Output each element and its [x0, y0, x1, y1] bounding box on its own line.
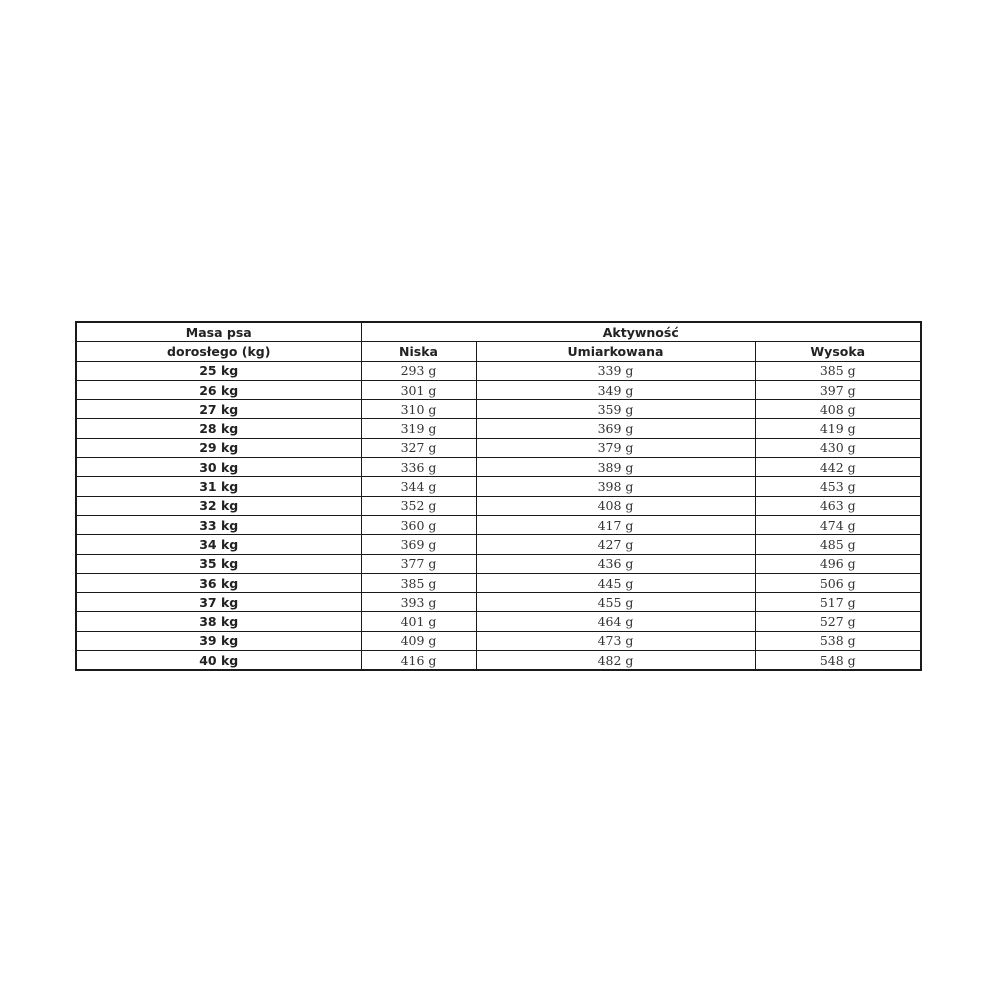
- moderate-activity-cell: 408 g: [476, 496, 755, 515]
- weight-cell: 26 kg: [76, 380, 361, 399]
- moderate-activity-header: Umiarkowana: [476, 342, 755, 361]
- low-activity-cell: 377 g: [361, 554, 476, 573]
- high-activity-cell: 474 g: [755, 515, 921, 534]
- high-activity-cell: 506 g: [755, 573, 921, 592]
- moderate-activity-cell: 427 g: [476, 535, 755, 554]
- high-activity-cell: 548 g: [755, 651, 921, 671]
- table-row: [76, 477, 921, 496]
- high-activity-cell: 496 g: [755, 554, 921, 573]
- table-row: [76, 593, 921, 612]
- low-activity-cell: 301 g: [361, 380, 476, 399]
- moderate-activity-cell: 398 g: [476, 477, 755, 496]
- low-activity-cell: 369 g: [361, 535, 476, 554]
- high-activity-cell: 538 g: [755, 631, 921, 650]
- weight-cell: 39 kg: [76, 631, 361, 650]
- moderate-activity-cell: 369 g: [476, 419, 755, 438]
- weight-cell: 29 kg: [76, 438, 361, 457]
- table-row: [76, 554, 921, 573]
- low-activity-cell: 327 g: [361, 438, 476, 457]
- moderate-activity-cell: 359 g: [476, 400, 755, 419]
- activity-header: Aktywność: [361, 322, 921, 342]
- high-activity-cell: 442 g: [755, 458, 921, 477]
- feeding-table: [75, 321, 922, 671]
- weight-cell: 25 kg: [76, 361, 361, 380]
- low-activity-cell: 336 g: [361, 458, 476, 477]
- low-activity-cell: 293 g: [361, 361, 476, 380]
- high-activity-cell: 408 g: [755, 400, 921, 419]
- table-row: [76, 361, 921, 380]
- table-row: [76, 573, 921, 592]
- weight-cell: 34 kg: [76, 535, 361, 554]
- mass-header-line1: Masa psa: [76, 322, 361, 342]
- weight-cell: 40 kg: [76, 651, 361, 671]
- weight-cell: 27 kg: [76, 400, 361, 419]
- moderate-activity-cell: 464 g: [476, 612, 755, 631]
- moderate-activity-cell: 417 g: [476, 515, 755, 534]
- table-row: [76, 438, 921, 457]
- high-activity-cell: 517 g: [755, 593, 921, 612]
- mass-header-line2: dorosłego (kg): [76, 342, 361, 361]
- weight-cell: 35 kg: [76, 554, 361, 573]
- weight-cell: 30 kg: [76, 458, 361, 477]
- table-row: [76, 458, 921, 477]
- table-row: [76, 419, 921, 438]
- weight-cell: 31 kg: [76, 477, 361, 496]
- low-activity-cell: 360 g: [361, 515, 476, 534]
- high-activity-cell: 397 g: [755, 380, 921, 399]
- low-activity-cell: 409 g: [361, 631, 476, 650]
- weight-cell: 36 kg: [76, 573, 361, 592]
- table-row: [76, 535, 921, 554]
- header-row-1: [76, 322, 921, 342]
- high-activity-cell: 453 g: [755, 477, 921, 496]
- low-activity-cell: 319 g: [361, 419, 476, 438]
- table-row: [76, 496, 921, 515]
- low-activity-cell: 401 g: [361, 612, 476, 631]
- moderate-activity-cell: 445 g: [476, 573, 755, 592]
- high-activity-cell: 385 g: [755, 361, 921, 380]
- weight-cell: 32 kg: [76, 496, 361, 515]
- high-activity-cell: 463 g: [755, 496, 921, 515]
- table-body: [76, 361, 921, 670]
- header-row-2: [76, 342, 921, 361]
- high-activity-cell: 527 g: [755, 612, 921, 631]
- low-activity-cell: 385 g: [361, 573, 476, 592]
- moderate-activity-cell: 436 g: [476, 554, 755, 573]
- weight-cell: 33 kg: [76, 515, 361, 534]
- low-activity-cell: 393 g: [361, 593, 476, 612]
- weight-cell: 28 kg: [76, 419, 361, 438]
- moderate-activity-cell: 473 g: [476, 631, 755, 650]
- high-activity-cell: 430 g: [755, 438, 921, 457]
- moderate-activity-cell: 349 g: [476, 380, 755, 399]
- low-activity-header: Niska: [361, 342, 476, 361]
- moderate-activity-cell: 389 g: [476, 458, 755, 477]
- low-activity-cell: 352 g: [361, 496, 476, 515]
- low-activity-cell: 310 g: [361, 400, 476, 419]
- moderate-activity-cell: 379 g: [476, 438, 755, 457]
- table-row: [76, 515, 921, 534]
- weight-cell: 37 kg: [76, 593, 361, 612]
- table-header: [76, 322, 921, 361]
- table-row: [76, 651, 921, 671]
- low-activity-cell: 344 g: [361, 477, 476, 496]
- weight-cell: 38 kg: [76, 612, 361, 631]
- high-activity-cell: 485 g: [755, 535, 921, 554]
- moderate-activity-cell: 339 g: [476, 361, 755, 380]
- table-row: [76, 612, 921, 631]
- moderate-activity-cell: 482 g: [476, 651, 755, 671]
- table-row: [76, 380, 921, 399]
- table-row: [76, 631, 921, 650]
- high-activity-cell: 419 g: [755, 419, 921, 438]
- high-activity-header: Wysoka: [755, 342, 921, 361]
- low-activity-cell: 416 g: [361, 651, 476, 671]
- moderate-activity-cell: 455 g: [476, 593, 755, 612]
- table-row: [76, 400, 921, 419]
